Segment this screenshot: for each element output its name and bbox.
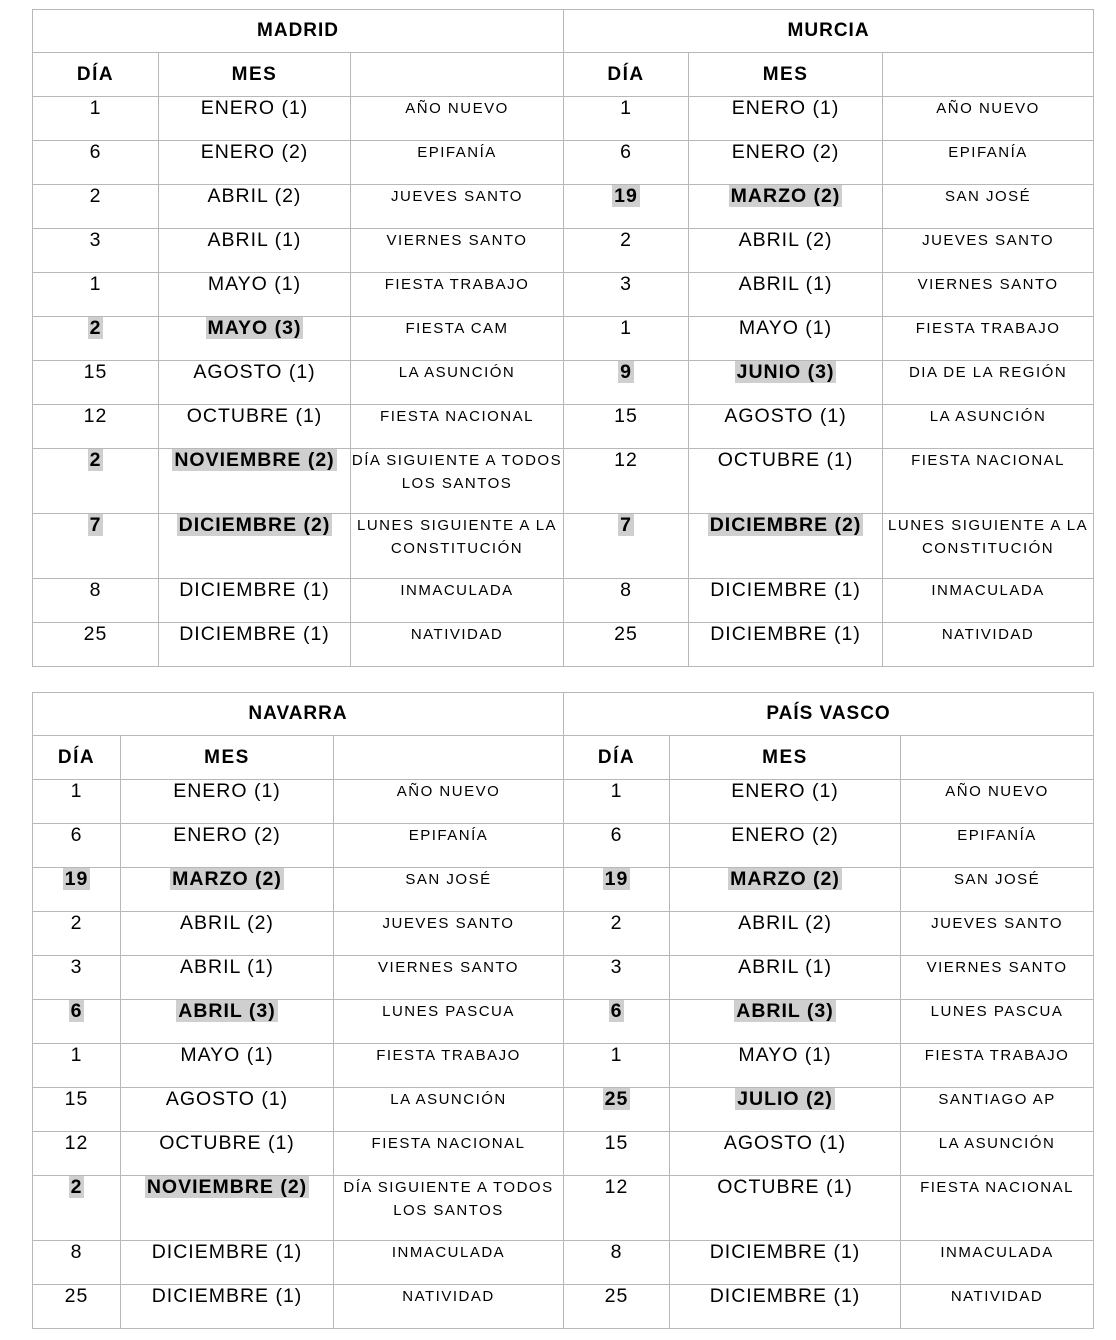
day-cell: 15	[33, 361, 159, 405]
day-cell: 15	[33, 1088, 121, 1132]
month-cell: AGOSTO (1)	[121, 1088, 334, 1132]
day-cell-highlight: 19	[604, 868, 629, 890]
day-cell-highlight: 2	[89, 317, 102, 339]
month-cell: ABRIL (1)	[121, 956, 334, 1000]
holiday-name-cell: AÑO NUEVO	[883, 97, 1094, 141]
month-cell	[689, 361, 883, 405]
day-cell: 1	[33, 1044, 121, 1088]
holiday-name-cell: AÑO NUEVO	[901, 780, 1094, 824]
month-cell	[121, 1000, 334, 1044]
holiday-name-cell: SANTIAGO AP	[901, 1088, 1094, 1132]
holiday-name-cell: LUNES PASCUA	[334, 1000, 564, 1044]
holiday-name-cell: VIERNES SANTO	[351, 229, 564, 273]
month-cell: ENERO (1)	[159, 97, 351, 141]
table-row	[33, 361, 1094, 405]
day-cell: 25	[564, 1285, 670, 1329]
day-cell: 15	[564, 1132, 670, 1176]
day-cell	[33, 1000, 121, 1044]
day-cell: 8	[564, 1241, 670, 1285]
day-cell	[33, 514, 159, 579]
month-cell: ABRIL (1)	[159, 229, 351, 273]
table-row	[33, 405, 1094, 449]
holiday-name-cell: DIA DE LA REGIÓN	[883, 361, 1094, 405]
holiday-name-cell: JUEVES SANTO	[351, 185, 564, 229]
day-cell	[564, 1000, 670, 1044]
month-cell: ENERO (2)	[121, 824, 334, 868]
month-cell: MAYO (1)	[689, 317, 883, 361]
day-cell: 6	[564, 141, 689, 185]
month-cell: DICIEMBRE (1)	[121, 1285, 334, 1329]
holiday-name-cell: LUNES SIGUIENTE A LA CONSTITUCIÓN	[351, 514, 564, 579]
day-cell: 2	[564, 912, 670, 956]
month-cell: ENERO (2)	[670, 824, 901, 868]
table-row	[33, 1132, 1094, 1176]
region-title-pais-vasco: PAÍS VASCO	[564, 693, 1094, 736]
month-cell	[670, 1000, 901, 1044]
table-row	[33, 579, 1094, 623]
day-cell: 1	[564, 97, 689, 141]
column-header-blank	[883, 53, 1094, 97]
table-row	[33, 824, 1094, 868]
holiday-name-cell: EPIFANÍA	[334, 824, 564, 868]
holiday-name-cell: FIESTA NACIONAL	[334, 1132, 564, 1176]
day-cell: 2	[564, 229, 689, 273]
table-row	[33, 229, 1094, 273]
month-cell: DICIEMBRE (1)	[689, 623, 883, 667]
holiday-name-cell: JUEVES SANTO	[883, 229, 1094, 273]
day-cell-highlight: 2	[70, 1176, 83, 1198]
table-row	[33, 956, 1094, 1000]
day-cell: 3	[33, 229, 159, 273]
month-cell-highlight: JULIO (2)	[737, 1088, 833, 1110]
holiday-name-cell: LUNES PASCUA	[901, 1000, 1094, 1044]
month-cell: ABRIL (2)	[670, 912, 901, 956]
day-cell: 25	[33, 1285, 121, 1329]
month-cell-highlight: NOVIEMBRE (2)	[174, 449, 335, 471]
column-header-dia: DÍA	[33, 736, 121, 780]
month-cell	[689, 514, 883, 579]
holiday-name-cell: FIESTA NACIONAL	[883, 449, 1094, 514]
holiday-name-cell: LA ASUNCIÓN	[334, 1088, 564, 1132]
day-cell-highlight: 9	[620, 361, 632, 383]
holiday-rows-bottom	[33, 780, 1094, 1329]
day-cell: 25	[33, 623, 159, 667]
holiday-name-cell: FIESTA NACIONAL	[351, 405, 564, 449]
column-header-dia: DÍA	[33, 53, 159, 97]
holiday-name-cell: SAN JOSÉ	[883, 185, 1094, 229]
month-cell	[159, 317, 351, 361]
month-cell	[670, 868, 901, 912]
day-cell	[564, 185, 689, 229]
holiday-name-cell: DÍA SIGUIENTE A TODOS LOS SANTOS	[351, 449, 564, 514]
day-cell: 1	[564, 317, 689, 361]
holiday-name-cell: JUEVES SANTO	[334, 912, 564, 956]
holiday-table-top	[32, 9, 1094, 667]
month-cell-highlight: NOVIEMBRE (2)	[146, 1176, 308, 1198]
month-cell: ABRIL (2)	[159, 185, 351, 229]
day-cell: 1	[33, 780, 121, 824]
day-cell: 12	[564, 449, 689, 514]
day-cell: 1	[564, 1044, 670, 1088]
month-cell	[121, 1176, 334, 1241]
month-cell: ENERO (2)	[689, 141, 883, 185]
holiday-name-cell: VIERNES SANTO	[334, 956, 564, 1000]
month-cell: DICIEMBRE (1)	[670, 1241, 901, 1285]
month-cell	[159, 514, 351, 579]
day-cell: 12	[33, 1132, 121, 1176]
month-cell: DICIEMBRE (1)	[121, 1241, 334, 1285]
month-cell: MAYO (1)	[670, 1044, 901, 1088]
month-cell: MAYO (1)	[159, 273, 351, 317]
month-cell: AGOSTO (1)	[670, 1132, 901, 1176]
month-cell-highlight: ABRIL (3)	[178, 1000, 276, 1022]
day-cell-highlight: 19	[614, 185, 638, 207]
holiday-name-cell: LA ASUNCIÓN	[351, 361, 564, 405]
day-cell: 3	[564, 956, 670, 1000]
table-row	[33, 780, 1094, 824]
column-header-mes: MES	[689, 53, 883, 97]
day-cell: 15	[564, 405, 689, 449]
day-cell: 1	[564, 780, 670, 824]
month-cell: ABRIL (1)	[670, 956, 901, 1000]
column-header-blank	[351, 53, 564, 97]
table-row	[33, 1176, 1094, 1241]
region-title-murcia: MURCIA	[564, 10, 1094, 53]
day-cell	[564, 361, 689, 405]
month-cell: OCTUBRE (1)	[121, 1132, 334, 1176]
holiday-name-cell: FIESTA NACIONAL	[901, 1176, 1094, 1241]
day-cell	[33, 317, 159, 361]
month-cell: DICIEMBRE (1)	[159, 623, 351, 667]
column-header-dia: DÍA	[564, 53, 689, 97]
holiday-name-cell: INMACULADA	[351, 579, 564, 623]
day-cell: 8	[33, 1241, 121, 1285]
month-cell	[689, 185, 883, 229]
column-header-mes: MES	[159, 53, 351, 97]
table-row	[33, 1285, 1094, 1329]
holiday-name-cell: NATIVIDAD	[883, 623, 1094, 667]
month-cell: ABRIL (2)	[121, 912, 334, 956]
holiday-name-cell: FIESTA TRABAJO	[901, 1044, 1094, 1088]
day-cell-highlight: 6	[70, 1000, 83, 1022]
day-cell: 3	[33, 956, 121, 1000]
month-cell: MAYO (1)	[121, 1044, 334, 1088]
month-cell: ENERO (1)	[689, 97, 883, 141]
day-cell: 6	[33, 141, 159, 185]
month-cell: OCTUBRE (1)	[689, 449, 883, 514]
table-row	[33, 317, 1094, 361]
day-cell: 12	[33, 405, 159, 449]
holiday-name-cell: EPIFANÍA	[901, 824, 1094, 868]
day-cell-highlight: 19	[64, 868, 89, 890]
month-cell: DICIEMBRE (1)	[689, 579, 883, 623]
holiday-name-cell: DÍA SIGUIENTE A TODOS LOS SANTOS	[334, 1176, 564, 1241]
holiday-name-cell: VIERNES SANTO	[883, 273, 1094, 317]
holiday-name-cell: LA ASUNCIÓN	[901, 1132, 1094, 1176]
region-title-navarra: NAVARRA	[33, 693, 564, 736]
holiday-name-cell: LA ASUNCIÓN	[883, 405, 1094, 449]
day-cell-highlight: 7	[89, 514, 102, 536]
day-cell-highlight: 6	[610, 1000, 623, 1022]
day-cell: 6	[564, 824, 670, 868]
holiday-table-bottom	[32, 692, 1094, 1329]
column-header-blank	[334, 736, 564, 780]
table-row	[33, 1000, 1094, 1044]
table-row	[33, 449, 1094, 514]
table-row	[33, 1241, 1094, 1285]
table-row	[33, 868, 1094, 912]
holiday-rows-top	[33, 97, 1094, 667]
day-cell: 3	[564, 273, 689, 317]
month-cell-highlight: ABRIL (3)	[736, 1000, 834, 1022]
holiday-name-cell: INMACULADA	[901, 1241, 1094, 1285]
holiday-name-cell: NATIVIDAD	[901, 1285, 1094, 1329]
day-cell: 8	[33, 579, 159, 623]
holiday-name-cell: VIERNES SANTO	[901, 956, 1094, 1000]
holiday-name-cell: FIESTA CAM	[351, 317, 564, 361]
table-row	[33, 1044, 1094, 1088]
month-cell-highlight: JUNIO (3)	[736, 361, 835, 383]
holiday-name-cell: INMACULADA	[334, 1241, 564, 1285]
month-cell	[159, 449, 351, 514]
month-cell-highlight: MARZO (2)	[730, 868, 840, 890]
holiday-name-cell: NATIVIDAD	[334, 1285, 564, 1329]
month-cell-highlight: MARZO (2)	[172, 868, 282, 890]
holiday-name-cell: EPIFANÍA	[883, 141, 1094, 185]
day-cell: 6	[33, 824, 121, 868]
holiday-name-cell: LUNES SIGUIENTE A LA CONSTITUCIÓN	[883, 514, 1094, 579]
holiday-name-cell: SAN JOSÉ	[901, 868, 1094, 912]
month-cell: AGOSTO (1)	[159, 361, 351, 405]
day-cell: 1	[33, 273, 159, 317]
day-cell-highlight: 7	[620, 514, 632, 536]
holiday-name-cell: AÑO NUEVO	[334, 780, 564, 824]
month-cell-highlight: MAYO (3)	[207, 317, 302, 339]
month-cell-highlight: DICIEMBRE (2)	[178, 514, 331, 536]
holiday-name-cell: FIESTA TRABAJO	[351, 273, 564, 317]
day-cell	[33, 868, 121, 912]
month-cell-highlight: DICIEMBRE (2)	[709, 514, 862, 536]
day-cell	[564, 868, 670, 912]
holiday-name-cell: JUEVES SANTO	[901, 912, 1094, 956]
month-cell: ABRIL (2)	[689, 229, 883, 273]
month-cell: ENERO (1)	[670, 780, 901, 824]
holiday-name-cell: NATIVIDAD	[351, 623, 564, 667]
month-cell: ENERO (1)	[121, 780, 334, 824]
month-cell	[121, 868, 334, 912]
column-header-mes: MES	[670, 736, 901, 780]
holiday-name-cell: EPIFANÍA	[351, 141, 564, 185]
table-row	[33, 141, 1094, 185]
day-cell: 2	[33, 185, 159, 229]
day-cell: 12	[564, 1176, 670, 1241]
table-row	[33, 273, 1094, 317]
month-cell: OCTUBRE (1)	[670, 1176, 901, 1241]
table-row	[33, 623, 1094, 667]
month-cell-highlight: MARZO (2)	[730, 185, 841, 207]
table-row	[33, 97, 1094, 141]
month-cell	[670, 1088, 901, 1132]
region-title-madrid: MADRID	[33, 10, 564, 53]
day-cell	[33, 1176, 121, 1241]
day-cell: 8	[564, 579, 689, 623]
column-header-blank	[901, 736, 1094, 780]
day-cell-highlight: 25	[604, 1088, 629, 1110]
month-cell: OCTUBRE (1)	[159, 405, 351, 449]
day-cell	[33, 449, 159, 514]
table-row	[33, 185, 1094, 229]
table-row	[33, 912, 1094, 956]
table-row	[33, 1088, 1094, 1132]
month-cell: ENERO (2)	[159, 141, 351, 185]
day-cell	[564, 514, 689, 579]
day-cell: 25	[564, 623, 689, 667]
column-header-dia: DÍA	[564, 736, 670, 780]
month-cell: DICIEMBRE (1)	[670, 1285, 901, 1329]
holiday-name-cell: INMACULADA	[883, 579, 1094, 623]
table-row	[33, 514, 1094, 579]
day-cell-highlight: 2	[89, 449, 102, 471]
month-cell: ABRIL (1)	[689, 273, 883, 317]
holiday-name-cell: FIESTA TRABAJO	[883, 317, 1094, 361]
day-cell	[564, 1088, 670, 1132]
day-cell: 2	[33, 912, 121, 956]
holiday-name-cell: AÑO NUEVO	[351, 97, 564, 141]
column-header-mes: MES	[121, 736, 334, 780]
holiday-name-cell: FIESTA TRABAJO	[334, 1044, 564, 1088]
holiday-name-cell: SAN JOSÉ	[334, 868, 564, 912]
day-cell: 1	[33, 97, 159, 141]
month-cell: DICIEMBRE (1)	[159, 579, 351, 623]
month-cell: AGOSTO (1)	[689, 405, 883, 449]
